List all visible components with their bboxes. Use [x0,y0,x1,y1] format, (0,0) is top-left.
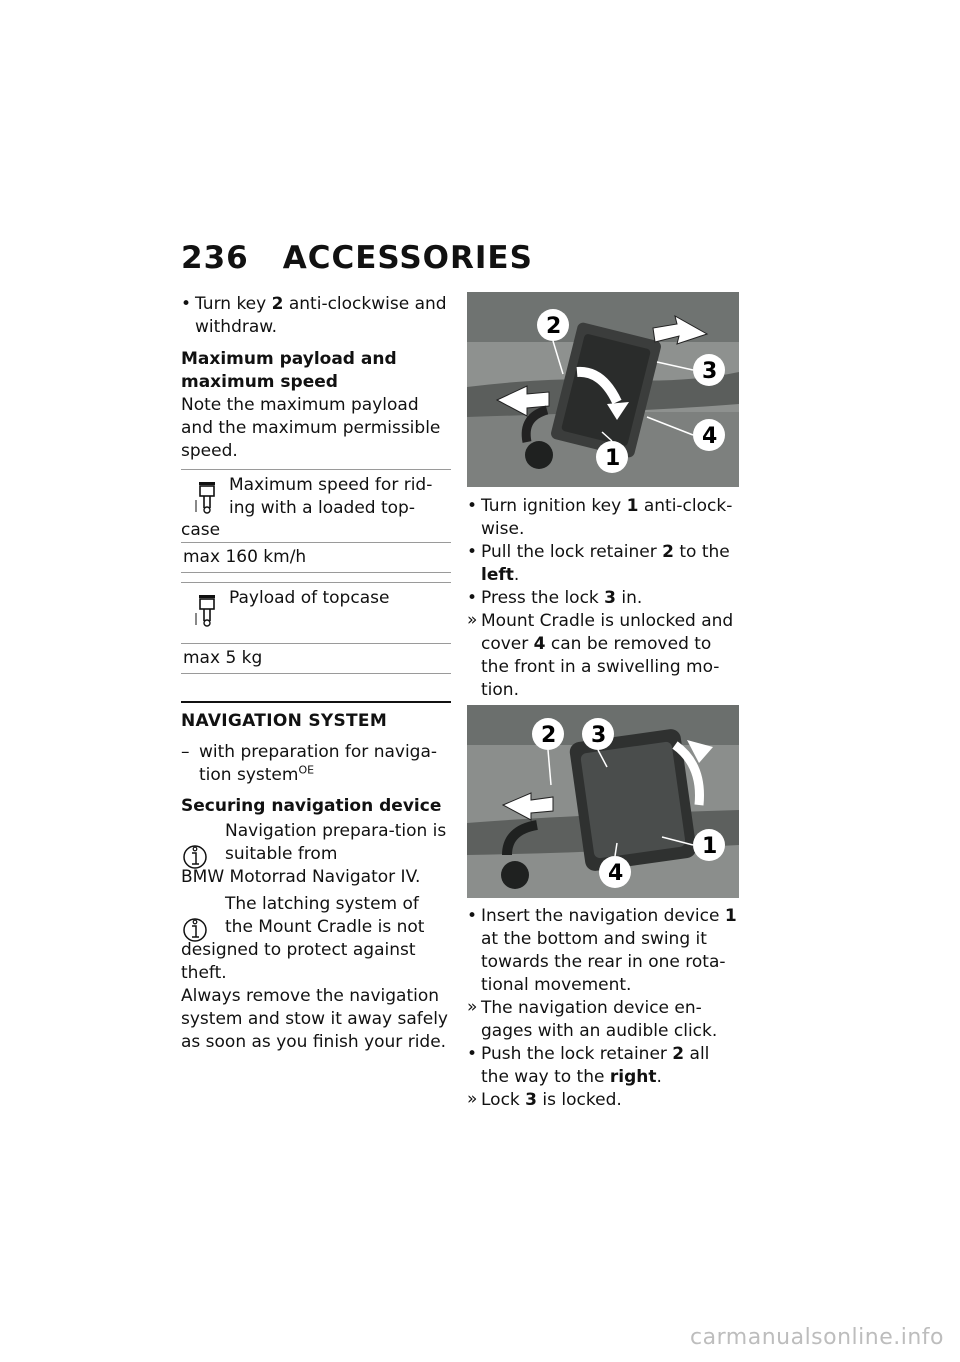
step-ref-number: 3 [525,1090,538,1110]
step-text: Mount Cradle is unlocked and cover [481,611,734,654]
step-turn-key [181,293,451,339]
callout-label: 2 [546,314,562,339]
cradle-unlock-illustration [467,292,739,487]
callout-label: 1 [702,834,718,859]
info-icon [183,913,207,947]
info-note [181,820,451,889]
step-text: can be removed to the front in a swivelling mo-tion. [481,634,720,700]
device-insert-illustration [467,705,739,898]
spec-label-continued: case [181,520,221,540]
step-item [467,1043,739,1089]
spec-description [181,470,451,542]
step-item [467,495,739,541]
step-item [467,587,739,610]
page-header [181,240,533,276]
info-text-extra: Always remove the navigation system and stow it away safely as soon as you finish your ride. [181,986,448,1052]
step-text: The navigation device en-gages with an audible click. [481,998,718,1041]
step-text: Lock [481,1090,526,1110]
step-text: to the [673,542,730,562]
step-text: Turn key [195,294,272,314]
topcase-spec-icon [195,593,219,627]
callout-label: 2 [541,723,557,748]
spec-description [181,583,451,643]
callout-label: 4 [608,861,624,886]
step-text: . [656,1067,662,1087]
topcase-spec-icon [195,480,219,514]
step-item [467,541,739,587]
spec-payload [181,582,451,674]
callout-label: 4 [702,424,718,449]
step-text: Press the lock [481,588,605,608]
step-text: anti-clock-wise. [481,496,733,539]
step-result [467,1089,739,1112]
step-text: anti-clockwise and withdraw. [195,294,447,337]
spec-value: max 160 km/h [181,542,451,573]
info-text: Navigation prepara-tion is suitable from [225,821,447,864]
cradle-unlock-photo [467,292,739,487]
step-ref-number: 2 [672,1044,685,1064]
spec-label: Maximum speed for rid-ing with a loaded top- [229,475,433,518]
section-heading: NAVIGATION SYSTEM [181,701,451,733]
payload-note: Note the maximum payload and the maximum permissible speed. [181,395,441,461]
callout-label: 1 [605,446,621,471]
right-column-steps-b [467,905,739,1112]
step-text: in. [616,588,643,608]
spec-value: max 5 kg [181,643,451,674]
step-item [467,905,739,997]
spec-label: Payload of topcase [229,588,390,608]
step-text: . [513,565,520,585]
right-column-steps-a [467,495,739,702]
payload-heading: Maximum payload and maximum speed [181,349,397,392]
step-ref-number: 3 [604,588,617,608]
info-text-continued: BMW Motorrad Navigator IV. [181,867,421,887]
left-column [181,293,451,1054]
step-result [467,610,739,702]
step-emphasis: left [481,565,514,585]
info-note [181,893,451,1054]
step-text: Turn ignition key [481,496,627,516]
spec-max-speed [181,469,451,573]
option-superscript: OE [298,763,315,777]
device-insert-photo [467,705,739,898]
step-ref-number: 1 [724,906,737,926]
watermark: carmanualsonline.info [690,1325,944,1350]
step-text: Push the lock retainer [481,1044,673,1064]
step-text: Insert the navigation device [481,906,725,926]
info-text: The latching system of the Mount Cradle is not [225,894,425,937]
step-text: all the way to the [481,1044,710,1087]
step-ref-number: 2 [662,542,674,562]
info-text-continued: designed to protect against theft. [181,940,416,983]
info-icon [183,840,207,874]
step-result [467,997,739,1043]
step-text: at the bottom and swing it towards the rear in one rota-tional movement. [481,929,726,995]
callout-label: 3 [702,359,718,384]
securing-heading: Securing navigation device [181,796,442,816]
option-note [181,741,451,787]
step-ref-number: 2 [271,294,284,314]
callout-label: 3 [591,723,607,748]
step-emphasis: right [609,1067,657,1087]
option-text: with preparation for naviga-tion system [199,742,438,785]
step-text: Pull the lock retainer [481,542,663,562]
step-ref-number: 1 [626,496,639,516]
page-title: ACCESSORIES [282,240,533,276]
step-ref-number: 4 [533,634,546,654]
step-text: is locked. [537,1090,622,1110]
page-number: 236 [181,240,249,276]
